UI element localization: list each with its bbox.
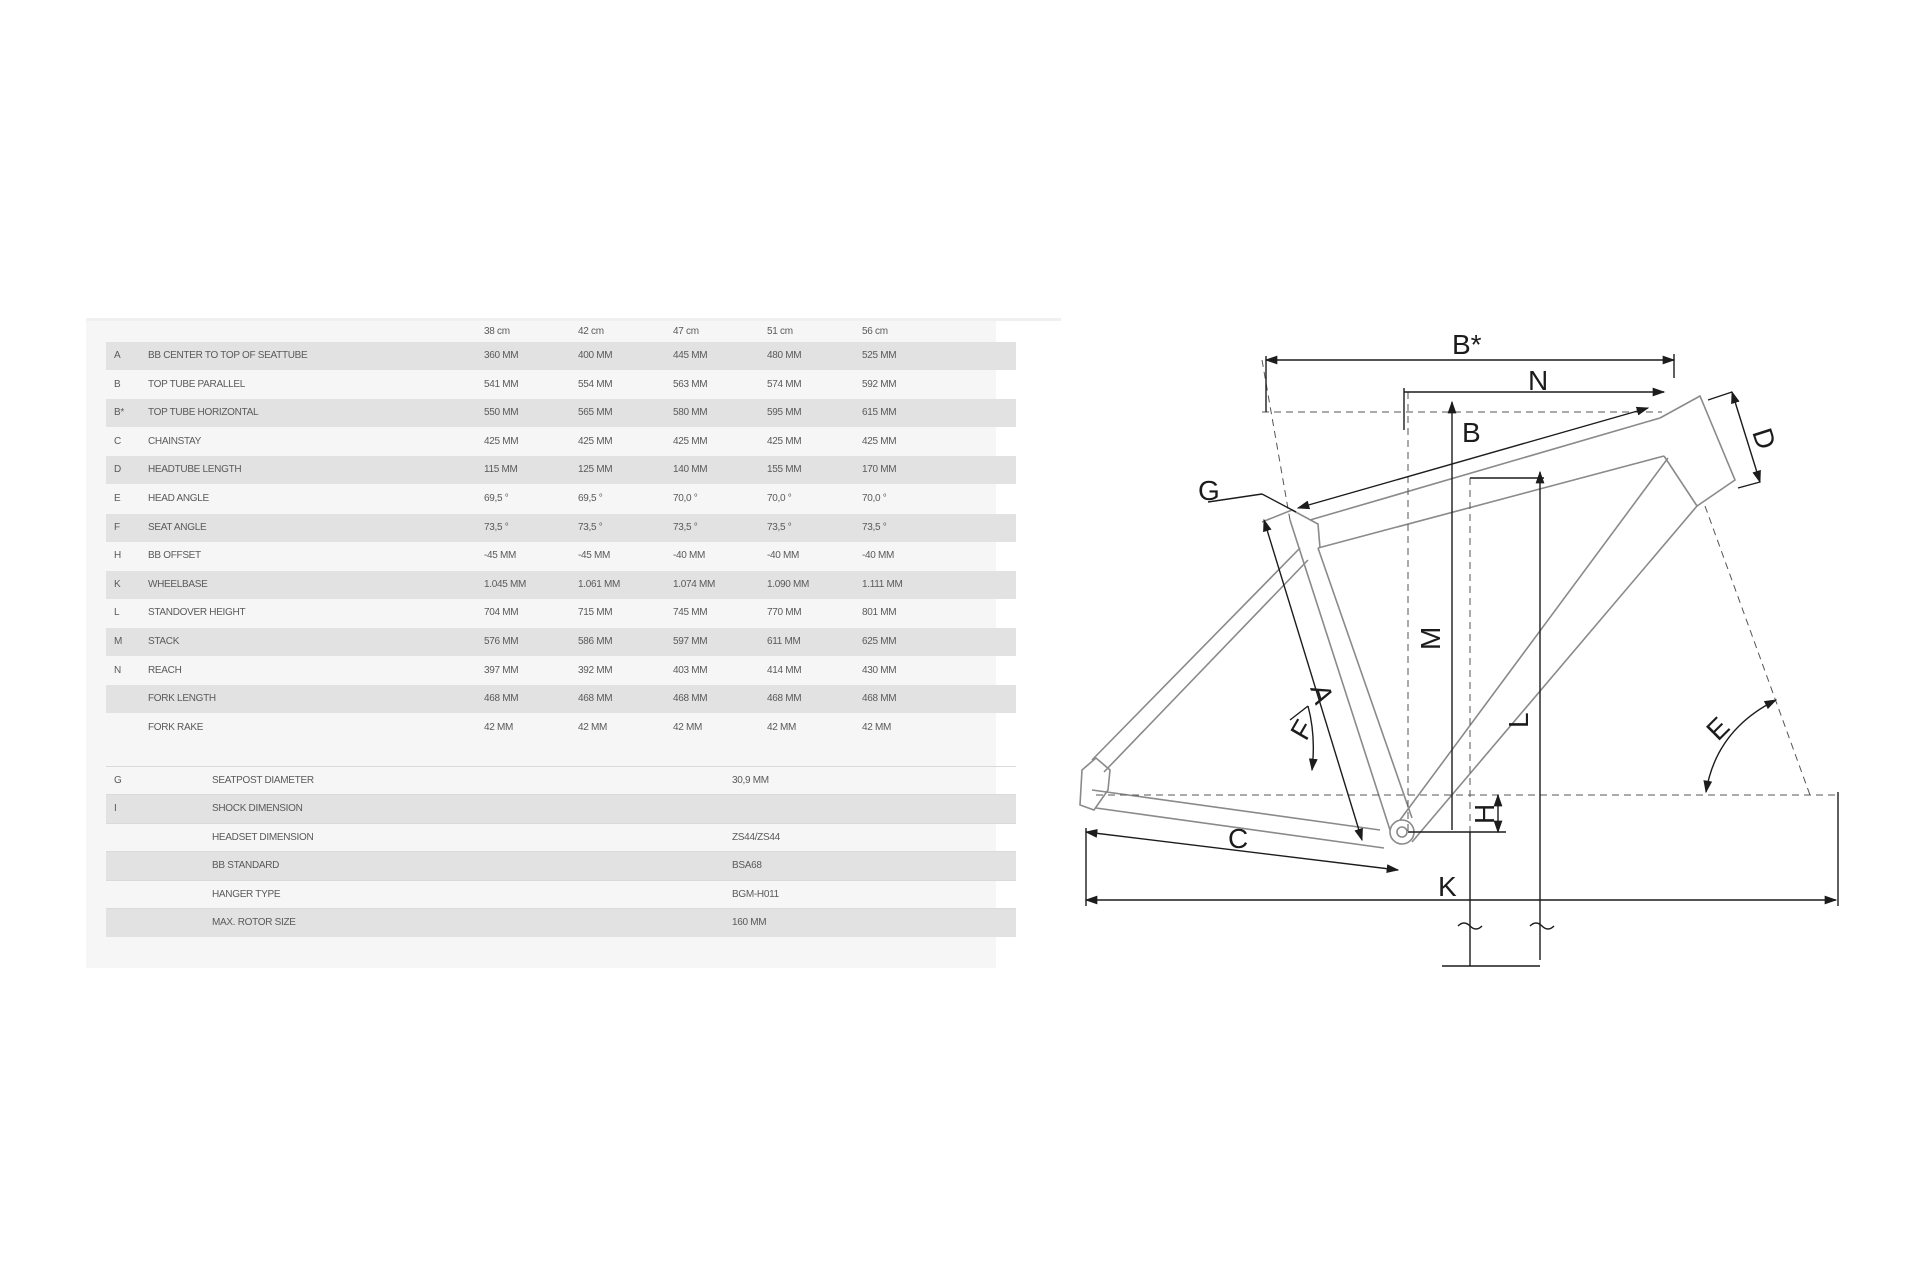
label-k: K: [1438, 871, 1457, 902]
row-value: 580 MM: [673, 407, 708, 419]
label-m: M: [1415, 626, 1446, 650]
head-tube: [1660, 396, 1735, 506]
geometry-table: [86, 318, 996, 968]
size-header: 42 cm: [578, 326, 604, 337]
row-value: 42 MM: [578, 721, 608, 733]
row-value: 1.045 MM: [484, 578, 527, 590]
spec-label: HEADSET DIMENSION: [212, 831, 314, 843]
spec-row: [106, 851, 1016, 880]
row-value: 69,5 °: [578, 493, 603, 504]
label-b: B: [1462, 417, 1481, 448]
row-value: 468 MM: [767, 693, 802, 705]
row-value: 1.111 MM: [862, 578, 903, 590]
row-value: -45 MM: [484, 550, 517, 562]
row-value: 425 MM: [862, 435, 897, 447]
row-value: 615 MM: [862, 407, 897, 419]
row-code: F: [114, 521, 120, 533]
row-code: K: [114, 578, 121, 590]
row-value: -40 MM: [673, 550, 706, 562]
row-value: 414 MM: [767, 664, 802, 676]
row-value: 425 MM: [673, 435, 708, 447]
row-label: SEAT ANGLE: [148, 521, 207, 533]
spec-row: [106, 880, 1016, 909]
row-value: 425 MM: [484, 435, 519, 447]
row-value: 70,0 °: [862, 493, 887, 504]
row-value: 73,5 °: [578, 521, 603, 533]
spec-value: BSA68: [732, 860, 762, 872]
row-value: 574 MM: [767, 378, 802, 390]
row-value: 625 MM: [862, 636, 897, 647]
label-bstar: B*: [1452, 329, 1482, 360]
table-row: [106, 456, 1016, 484]
row-value: 801 MM: [862, 607, 897, 619]
row-value: 42 MM: [767, 721, 797, 733]
spec-value: ZS44/ZS44: [732, 831, 780, 843]
label-h: H: [1469, 803, 1500, 824]
row-label: STANDOVER HEIGHT: [148, 607, 246, 619]
row-value: 554 MM: [578, 378, 613, 390]
row-value: -40 MM: [767, 550, 800, 562]
row-value: 1.061 MM: [578, 578, 621, 590]
spec-label: SEATPOST DIAMETER: [212, 775, 314, 786]
row-value: 155 MM: [767, 464, 802, 476]
spec-label: BB STANDARD: [212, 860, 280, 872]
row-value: 70,0 °: [767, 493, 792, 504]
dimension-labels: [1198, 329, 1782, 902]
row-value: 595 MM: [767, 407, 802, 419]
row-value: 400 MM: [578, 350, 613, 361]
row-value: 576 MM: [484, 636, 519, 647]
row-value: 425 MM: [767, 435, 802, 447]
seat-tube: [1290, 520, 1412, 830]
table-row: [106, 342, 1016, 370]
row-code: B*: [114, 407, 124, 419]
row-code: N: [114, 664, 121, 676]
row-value: 597 MM: [673, 636, 708, 647]
dim-e-arc: [1706, 700, 1776, 792]
row-value: 70,0 °: [673, 493, 698, 504]
row-code: D: [114, 464, 121, 476]
row-value: 770 MM: [767, 607, 802, 619]
size-header: 56 cm: [862, 326, 888, 337]
row-value: 69,5 °: [484, 493, 509, 504]
seat-stay: [1092, 548, 1308, 772]
dim-a: [1264, 520, 1362, 840]
row-label: TOP TUBE PARALLEL: [148, 378, 245, 390]
table-row: [106, 657, 1016, 685]
row-label: HEADTUBE LENGTH: [148, 464, 242, 476]
row-value: 480 MM: [767, 350, 802, 361]
table-row: [106, 485, 1016, 513]
spec-code: G: [114, 775, 122, 786]
table-row: [106, 714, 1016, 742]
row-code: C: [114, 435, 121, 447]
row-value: 425 MM: [578, 435, 613, 447]
row-value: 42 MM: [673, 721, 703, 733]
spec-row: [106, 823, 1016, 852]
spec-label: SHOCK DIMENSION: [212, 803, 303, 815]
row-label: WHEELBASE: [148, 578, 208, 590]
label-e: E: [1700, 711, 1736, 747]
row-label: FORK RAKE: [148, 721, 204, 733]
row-value: 73,5 °: [862, 521, 887, 533]
label-l: L: [1503, 712, 1534, 728]
row-value: 745 MM: [673, 607, 708, 619]
top-tube: [1310, 418, 1664, 548]
row-label: BB CENTER TO TOP OF SEATTUBE: [148, 350, 308, 361]
spec-code: I: [114, 803, 117, 815]
spec-value: 30,9 MM: [732, 775, 769, 786]
table-row: [106, 599, 1016, 627]
row-value: 73,5 °: [673, 521, 698, 533]
row-value: -45 MM: [578, 550, 611, 562]
row-code: E: [114, 493, 121, 504]
size-header: 47 cm: [673, 326, 699, 337]
row-label: BB OFFSET: [148, 550, 201, 562]
row-value: 73,5 °: [767, 521, 792, 533]
row-value: 468 MM: [862, 693, 897, 705]
row-value: 586 MM: [578, 636, 613, 647]
row-value: 360 MM: [484, 350, 519, 361]
row-value: 403 MM: [673, 664, 708, 676]
table-row: [106, 399, 1016, 427]
row-value: 430 MM: [862, 664, 897, 676]
table-row: [106, 685, 1016, 713]
label-g: G: [1198, 475, 1220, 506]
row-value: 125 MM: [578, 464, 613, 476]
row-value: 550 MM: [484, 407, 519, 419]
row-code: B: [114, 378, 121, 390]
spec-row: [106, 766, 1016, 795]
label-c: C: [1228, 823, 1249, 854]
table-row: [106, 428, 1016, 456]
row-value: 392 MM: [578, 664, 613, 676]
row-label: CHAINSTAY: [148, 435, 202, 447]
rear-dropout: [1080, 758, 1110, 810]
label-n: N: [1528, 365, 1549, 396]
row-value: 704 MM: [484, 607, 519, 619]
table-row: [106, 628, 1016, 656]
table-row: [106, 514, 1016, 542]
row-value: 73,5 °: [484, 521, 509, 533]
row-value: 42 MM: [484, 721, 514, 733]
row-label: REACH: [148, 664, 182, 676]
row-value: 565 MM: [578, 407, 613, 419]
row-label: TOP TUBE HORIZONTAL: [148, 407, 259, 419]
size-header: 38 cm: [484, 326, 510, 337]
label-f: F: [1284, 714, 1320, 745]
row-value: 541 MM: [484, 378, 519, 390]
row-code: M: [114, 636, 123, 647]
row-value: 1.074 MM: [673, 578, 716, 590]
table-row: [106, 542, 1016, 570]
row-value: 1.090 MM: [767, 578, 810, 590]
row-value: 140 MM: [673, 464, 708, 476]
label-a: A: [1304, 680, 1340, 708]
row-value: 563 MM: [673, 378, 708, 390]
spec-row: [106, 908, 1016, 937]
row-value: 468 MM: [578, 693, 613, 705]
row-code: A: [114, 350, 121, 361]
row-value: -40 MM: [862, 550, 895, 562]
row-code: L: [114, 607, 120, 619]
row-value: 468 MM: [673, 693, 708, 705]
frame-geometry-diagram: [1060, 318, 1860, 998]
row-code: H: [114, 550, 121, 562]
row-value: 468 MM: [484, 693, 519, 705]
spec-label: HANGER TYPE: [212, 888, 281, 900]
spec-row: [106, 794, 1016, 823]
spec-value: 160 MM: [732, 917, 767, 928]
row-value: 445 MM: [673, 350, 708, 361]
size-header: 51 cm: [767, 326, 793, 337]
row-label: FORK LENGTH: [148, 693, 216, 705]
row-value: 611 MM: [767, 636, 801, 647]
row-value: 397 MM: [484, 664, 519, 676]
row-value: 592 MM: [862, 378, 897, 390]
row-value: 525 MM: [862, 350, 897, 361]
row-label: STACK: [148, 636, 180, 647]
spec-value: BGM-H011: [732, 888, 779, 900]
label-d: D: [1746, 424, 1783, 454]
table-row: [106, 371, 1016, 399]
row-value: 115 MM: [484, 464, 518, 476]
spec-label: MAX. ROTOR SIZE: [212, 917, 296, 928]
row-value: 715 MM: [578, 607, 613, 619]
row-label: HEAD ANGLE: [148, 493, 209, 504]
table-row: [106, 571, 1016, 599]
row-value: 170 MM: [862, 464, 897, 476]
row-value: 42 MM: [862, 721, 892, 733]
